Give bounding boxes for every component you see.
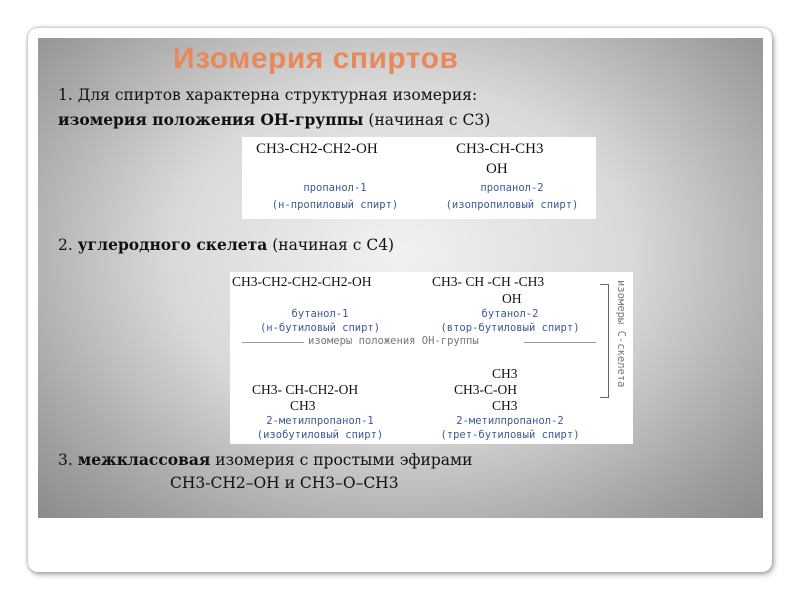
item3-bold: межклассовая xyxy=(77,450,211,469)
butanol2-oh: OH xyxy=(502,291,522,306)
item3-rest: изомерия с простыми эфирами xyxy=(215,451,473,469)
methylpropanol1-trivial: (изобутиловый спирт) xyxy=(256,429,384,441)
slide-title: Изомерия спиртов xyxy=(173,42,459,75)
divider-right xyxy=(524,342,596,343)
methylpropanol1-name: 2-метилпропанол-1 xyxy=(266,415,374,427)
item1-line1: 1. Для спиртов характерна структурная изомерия: xyxy=(58,86,478,104)
divider-left xyxy=(242,342,304,343)
item3-formula: CH3-CH2–OH и CH3–O–CH3 xyxy=(170,474,399,492)
methylpropanol2-top-ch3: CH3 xyxy=(492,366,518,381)
item3-num: 3. xyxy=(58,451,73,469)
butanol2-name: бутанол-2 xyxy=(481,308,539,320)
propanol1-trivial: (н-пропиловый спирт) xyxy=(271,199,399,211)
propanol2-oh: OH xyxy=(486,161,508,177)
item2-num: 2. xyxy=(58,236,73,254)
propanol1-formula: CH3-CH2-CH2-OH xyxy=(256,141,378,157)
propanol2-trivial: (изопропиловый спирт) xyxy=(445,199,579,211)
methylpropanol2-name: 2-метилпропанол-2 xyxy=(456,415,564,427)
position-isomers-label: изомеры положения ОН-группы xyxy=(308,335,479,347)
butanol-box xyxy=(230,272,633,444)
butanol1-formula: CH3-CH2-CH2-CH2-OH xyxy=(232,274,372,289)
butanol1-name: бутанол-1 xyxy=(291,308,349,320)
propanol2-formula: CH3-CH-CH3 xyxy=(456,141,544,157)
item3-line xyxy=(58,450,472,469)
item2-bold: углеродного скелета xyxy=(77,235,268,254)
methylpropanol2-trivial: (трет-бутиловый спирт) xyxy=(440,429,580,441)
butanol2-formula: CH3- CH -CH -CH3 xyxy=(432,274,545,289)
methylpropanol1-ch3: CH3 xyxy=(290,398,316,413)
skeleton-bracket xyxy=(600,284,609,398)
skeleton-isomers-label: изомеры С-скелета xyxy=(615,280,627,388)
butanol1-trivial: (н-бутиловый спирт) xyxy=(259,322,381,334)
item1-line2 xyxy=(58,110,490,129)
item1-rest: (начиная с С3) xyxy=(368,111,491,129)
item2-rest: (начиная с С4) xyxy=(272,236,395,254)
butanol2-trivial: (втор-бутиловый спирт) xyxy=(440,322,580,334)
methylpropanol2-bottom-ch3: CH3 xyxy=(492,398,518,413)
methylpropanol2-formula: CH3-C-OH xyxy=(454,382,517,397)
methylpropanol1-formula: CH3- CH-CH2-OH xyxy=(252,382,359,397)
propanol2-name: пропанол-2 xyxy=(480,182,544,194)
propanol1-name: пропанол-1 xyxy=(303,182,367,194)
propanol-box xyxy=(242,137,596,219)
item1-bold: изомерия положения ОН-группы xyxy=(58,110,364,129)
item2-line xyxy=(58,235,394,254)
